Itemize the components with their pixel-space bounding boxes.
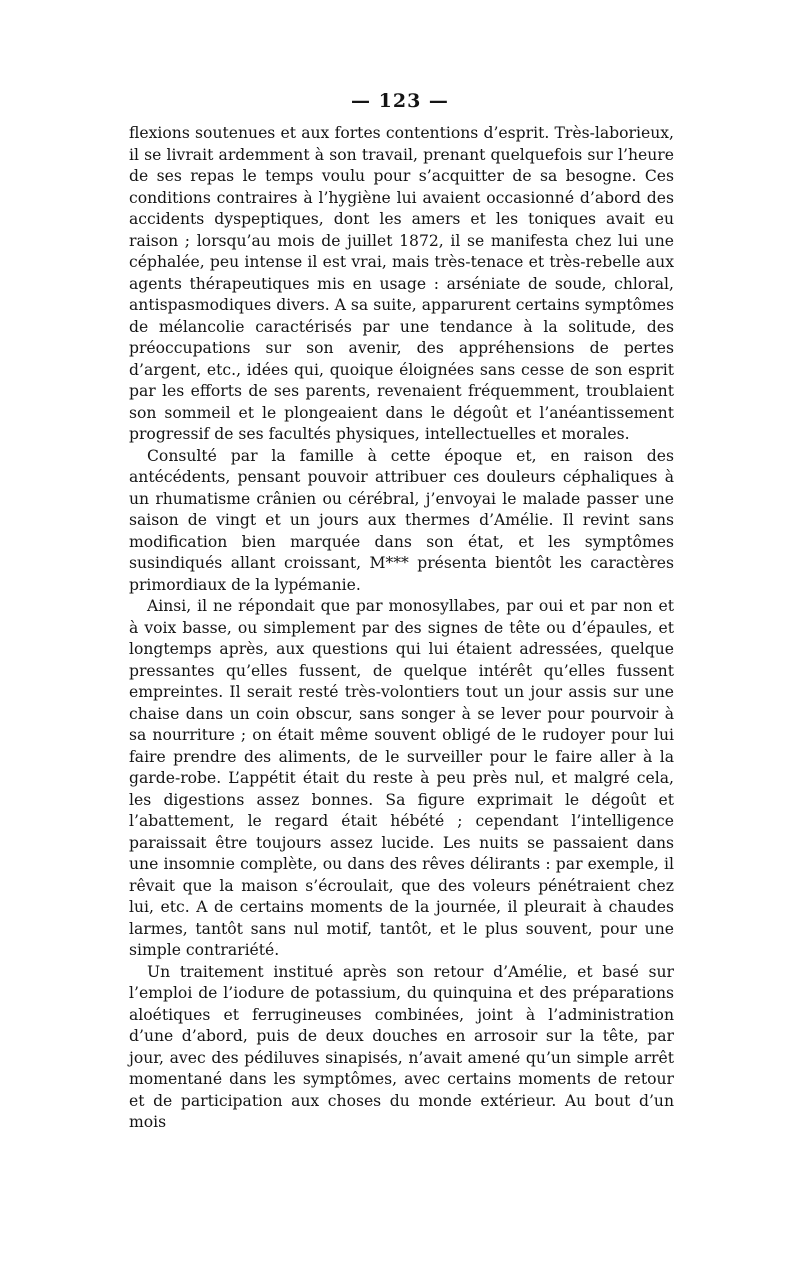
paragraph-3: Ainsi, il ne répondait que par monosyllabes, par oui et par non et à voix basse, ou simplement par des signes de tête ou d’épaules, et longtemps après, aux questions qui lui étaient adressées, quelque pressantes qu’elles fussent, de quelque intérêt qu’elles fussent empreintes. Il serait resté très-volontiers tout un jour assis sur une chaise dans un coin obscur, sans songer à se lever pour pourvoir à sa nourriture ; on était même souvent obligé de le rudoyer pour lui faire prendre des aliments, de le surveiller pour le faire aller à la garde-robe. L’appétit était du reste à peu près nul, et malgré cela, les digestions assez bonnes. Sa figure exprimait le dégoût et l’abattement, le regard était hébété ; cependant l’intelligence paraissait être toujours assez lucide. Les nuits se passaient dans une insomnie complète, ou dans des rêves délirants : par exemple, il rêvait que la maison s’écroulait, que des voleurs pénétraient chez lui, etc. A de certains moments de la journée, il pleurait à chaudes larmes, tantôt sans nul motif, tantôt, et le plus souvent, pour une simple contrariété. [129, 597, 674, 959]
body-text [129, 123, 674, 1134]
page-number: — 123 — [351, 90, 449, 112]
paragraph-2: Consulté par la famille à cette époque et, en raison des antécédents, pensant pouvoir attribuer ces douleurs céphaliques à un rhumatisme crânien ou cérébral, j’envoyai le malade passer une saison de vingt et un jours aux thermes d’Amélie. Il revint sans modification bien marquée dans son état, et les symptômes susindiqués allant croissant, M*** présenta bientôt les caractères primordiaux de la lypémanie. [129, 446, 674, 594]
paragraph-4: Un traitement institué après son retour d’Amélie, et basé sur l’emploi de l’iodure de potassium, du quinquina et des préparations aloétiques et ferrugineuses combinées, joint à l’administration d’une d’abord, puis de deux douches en arrosoir sur la tête, par jour, avec des pédiluves sinapisés, n’avait amené qu’un simple arrêt momentané dans les symptômes, avec certains moments de retour et de participation aux choses du monde extérieur. Au bout d’un mois [129, 962, 674, 1131]
paragraph-1: flexions soutenues et aux fortes contentions d’esprit. Très-laborieux, il se livrait ardemment à son travail, prenant quelquefois sur l’heure de ses repas le temps voulu pour s’acquitter de sa besogne. Ces conditions contraires à l’hygiène lui avaient occasionné d’abord des accidents dyspeptiques, dont les amers et les toniques avait eu raison ; lorsqu’au mois de juillet 1872, il se manifesta chez lui une céphalée, peu intense il est vrai, mais très-tenace et très-rebelle aux agents thérapeutiques mis en usage : arséniate de soude, chloral, antispasmodiques divers. A sa suite, apparurent certains symptômes de mélancolie caractérisés par une tendance à la solitude, des préoccupations sur son avenir, des appréhensions de pertes d’argent, etc., idées qui, quoique éloignées sans cesse de son esprit par les efforts de ses parents, revenaient fréquemment, troublaient son sommeil et le plongeaient dans le dégoût et l’anéantissement progressif de ses facultés physiques, intellectuelles et morales. [129, 124, 674, 443]
